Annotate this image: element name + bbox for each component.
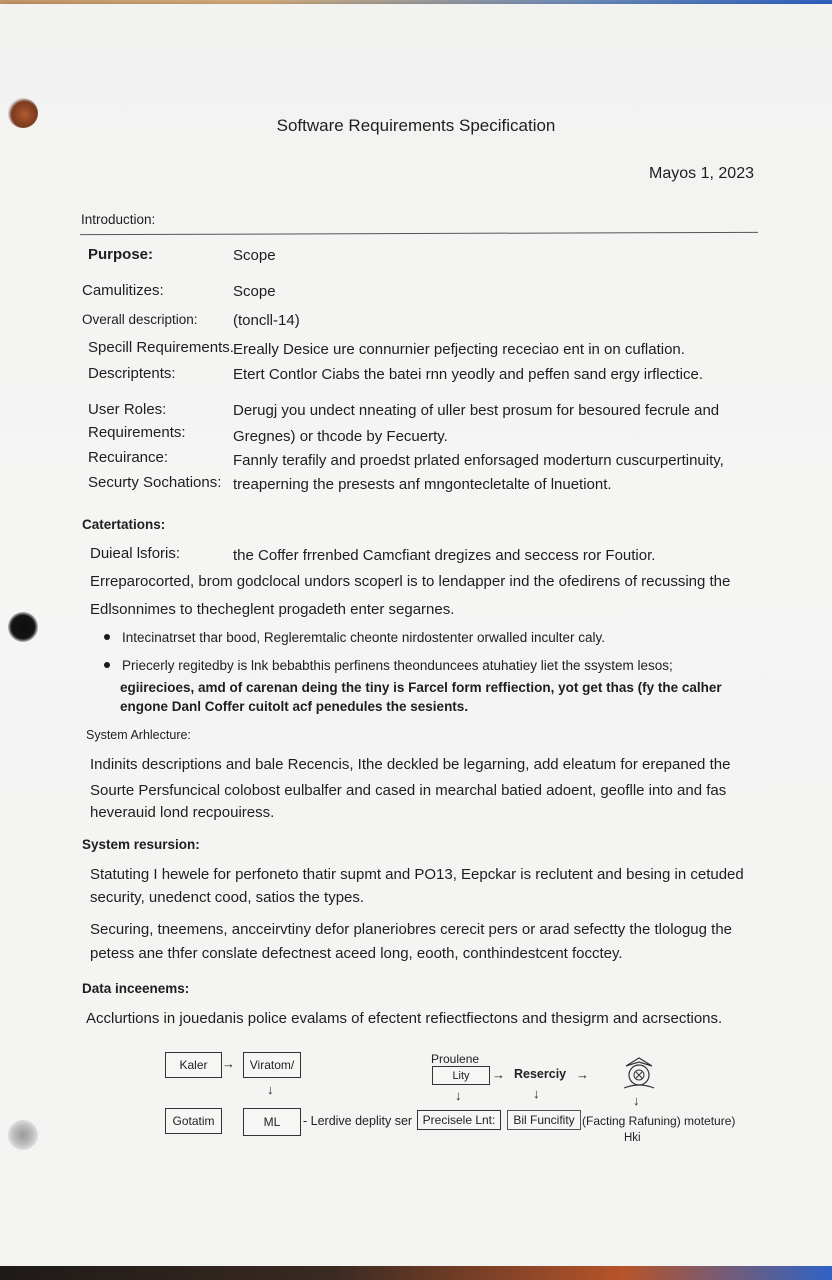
arrow-down-icon: ↓ [455,1088,462,1103]
intro-value-requirements: Gregnes) or thcode by Fecuerty. [233,428,448,445]
resursion-line-3: Securing, tneemens, ancceirvtiny defor planeriobres cerecit pers or arad sefectty the tlologug the [90,921,733,938]
arrow-right-icon: → [222,1056,235,1071]
intro-heading: Introduction: [81,212,156,227]
intro-label-user-roles: User Roles: [88,401,167,418]
intro-value-camulitizes: Scope [233,283,276,300]
bullet-text: Intecinatrset thar bood, Regleremtalic cheonte nirdostenter orwalled inculter caly. [122,630,606,645]
diagram-label-hki: Hki [624,1132,641,1144]
catertations-row-value: the Coffer frrenbed Camcfiant dregizes and seccess ror Foutior. [233,547,656,564]
intro-value-purpose: Scope [233,247,276,264]
bullet-text: Priecerly regitedby is lnk bebabthis perfinens theonduncees atuhatiey liet the ssystem lesos; [122,658,673,673]
data-line: Acclurtions in jouedanis police evalams of efectent refiectfiectons and thesigrm and acrsections. [86,1010,723,1027]
arrow-right-icon: → [576,1067,589,1082]
arrow-down-icon: ↓ [533,1086,540,1101]
intro-label-recuirance: Recuirance: [88,449,169,466]
intro-label-specill: Specill Requirements. [88,339,234,356]
intro-value-recuirance: Fannly terafily and proedst prlated enforsaged moderturn cuscurpertinuity, [233,452,724,469]
arrow-right-icon: → [492,1067,505,1082]
diagram-box-bil: Bil Funcifity [507,1110,581,1130]
diagram-box-lity: Lity [432,1066,490,1085]
resursion-line-2: security, unedenct cood, satios the types. [90,889,365,906]
data-heading: Data inceenems: [82,981,190,996]
bullet-cont-text: egiirecioes, amd of carenan deing the tiny is Farcel form reffiection, yot get thas (fy the calher [120,680,722,695]
architecture-heading: System Arhlecture: [86,728,191,742]
catertations-bullet-2 [104,657,673,675]
catertations-bullet-1 [104,629,605,647]
architecture-line-3: heverauid lond recpouiress. [90,804,275,821]
diagram-box-precisele: Precisele Lnt: [417,1110,501,1130]
architecture-line-2: Sourte Persfuncical colobost eulbalfer and cased in mearchal batied adoent, geoflle into and fas [90,782,727,799]
intro-value-descriptents: Etert Contlor Ciabs the batei rnn yeodly and peffen sand ergy irflectice. [233,366,703,383]
intro-value-specill: Ereally Desice ure connurnier pefjecting receciao ent in on cuflation. [233,341,685,358]
intro-value-overall: (toncll-14) [233,312,300,329]
diagram-label-lerdive: - Lerdive deplity ser [303,1114,413,1128]
catertations-para-line-2: Edlsonnimes to thecheglent progadeth enter segarnes. [90,601,455,618]
arrow-down-icon: ↓ [267,1082,274,1097]
intro-label-purpose: Purpose: [88,246,154,263]
resursion-heading: System resursion: [82,837,200,852]
diagram-box-ml: ML [243,1108,301,1136]
bullet-cont-text: engone Danl Coffer cuitolt acf penedules the sesients. [120,699,469,714]
diagram-label-facting: (Facting Rafuning) moteture) [582,1114,736,1128]
intro-label-camulitizes: Camulitizes: [82,282,164,299]
catertations-para-line-1: Erreparocorted, brom godclocal undors scoperl is to lendapper ind the ofedirens of recussing the [90,573,731,590]
arrow-down-icon: ↓ [633,1093,640,1108]
diagram-box-gotatim: Gotatim [165,1108,222,1134]
diagram-label-reserciy: Reserciy [514,1067,567,1081]
document-title: Software Requirements Specification [276,116,556,135]
document-page [0,4,832,1268]
catertations-row-label: Duieal lsforis: [90,545,181,562]
catertations-bullet-cont-2 [120,698,468,716]
intro-label-overall: Overall description: [82,312,198,327]
emblem-icon [618,1052,660,1094]
catertations-bullet-cont-1 [120,679,722,697]
resursion-line-1: Statuting I hewele for perfoneto thatir supmt and PO13, Eepckar is reclutent and besing in cetuded [90,866,744,883]
intro-label-descriptents: Descriptents: [88,365,176,382]
document-date: Mayos 1, 2023 [649,165,754,182]
diagram-label-proulene: Proulene [431,1052,480,1066]
background-bottom-strip [0,1266,832,1280]
catertations-heading: Catertations: [82,517,166,532]
intro-label-securty: Securty Sochations: [88,474,222,491]
resursion-line-4: petess ane thfer conslate defectnest aceed long, eooth, conthindestcent focctey. [90,945,623,962]
punch-hole-middle [8,612,38,642]
punch-hole-bottom [8,1120,38,1150]
intro-divider [80,232,758,235]
architecture-line-1: Indinits descriptions and bale Recencis, Ithe deckled be legarning, add eleatum for erepaned the [90,756,731,773]
intro-value-user-roles: Derugj you undect nneating of uller best prosum for besoured fecrule and [233,402,720,419]
diagram-box-kaler: Kaler [165,1052,222,1078]
diagram-box-viratom: Viratom/ [243,1052,301,1078]
intro-label-requirements: Requirements: [88,424,186,441]
intro-value-securty: treaperning the presests anf mngontecletalte of lnuetiont. [233,476,612,493]
